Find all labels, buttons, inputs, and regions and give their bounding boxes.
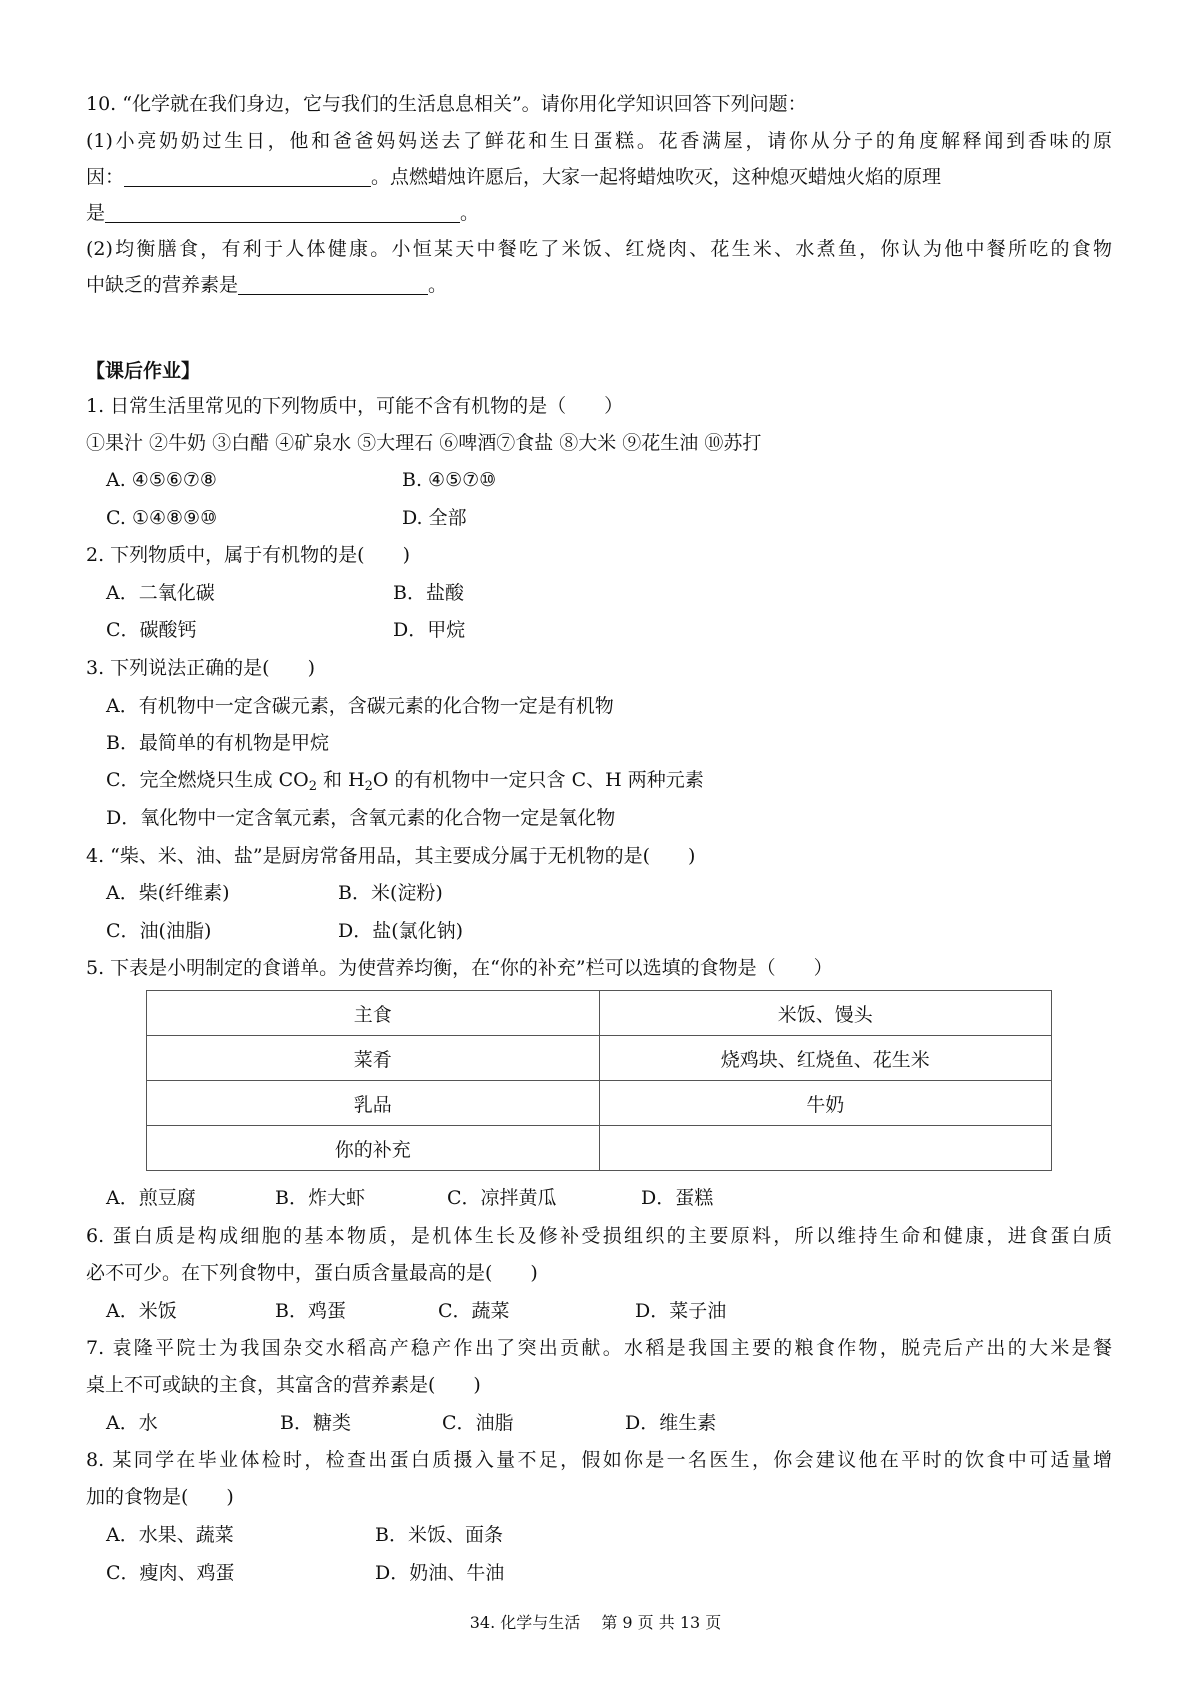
q8-stem-line2: 加的食物是( ) bbox=[86, 1486, 234, 1508]
q6-option-c[interactable]: C．蔬菜 bbox=[438, 1300, 510, 1322]
table-row bbox=[147, 991, 1052, 1036]
q2-option-b[interactable]: B．盐酸 bbox=[393, 582, 464, 604]
q5-option-c[interactable]: C．凉拌黄瓜 bbox=[447, 1187, 557, 1209]
q4-option-a[interactable]: A．柴(纤维素) bbox=[106, 882, 230, 904]
table-cell: 烧鸡块、红烧鱼、花生米 bbox=[599, 1036, 1052, 1081]
q5-option-b[interactable]: B．炸大虾 bbox=[275, 1187, 365, 1209]
q6-stem-line2: 必不可少。在下列食物中，蛋白质含量最高的是( ) bbox=[86, 1262, 538, 1284]
q7-option-b[interactable]: B．糖类 bbox=[280, 1412, 351, 1434]
table-cell: 乳品 bbox=[147, 1081, 600, 1126]
q3-option-d[interactable]: D．氧化物中一定含氧元素，含氧元素的化合物一定是氧化物 bbox=[106, 807, 616, 829]
table-cell: 你的补充 bbox=[147, 1126, 600, 1171]
q1-option-a[interactable]: A. ④⑤⑥⑦⑧ bbox=[106, 469, 217, 491]
q3-option-c-sub1: 2 bbox=[308, 779, 317, 794]
recipe-table bbox=[146, 990, 1052, 1171]
section-title: 【课后作业】 bbox=[86, 360, 201, 382]
q5-option-a[interactable]: A．煎豆腐 bbox=[106, 1187, 196, 1209]
table-cell: 米饭、馒头 bbox=[599, 991, 1052, 1036]
q2-option-d[interactable]: D．甲烷 bbox=[393, 619, 466, 641]
q8-stem-line1: 8. 某同学在毕业体检时，检查出蛋白质摄入量不足，假如你是一名医生，你会建议他在平时的饮食中可适量增 bbox=[86, 1449, 1112, 1471]
q4-option-b[interactable]: B．米(淀粉) bbox=[338, 882, 443, 904]
q6-option-d[interactable]: D．菜子油 bbox=[635, 1300, 727, 1322]
q10-part2-line2-tail: 。 bbox=[428, 274, 448, 296]
table-row bbox=[147, 1081, 1052, 1126]
q10-part1-line3-lead: 是 bbox=[86, 202, 106, 224]
q2-option-c[interactable]: C．碳酸钙 bbox=[106, 619, 197, 641]
q4-stem: 4. “柴、米、油、盐”是厨房常备用品，其主要成分属于无机物的是( ) bbox=[86, 845, 696, 867]
q10-part1-line1: (1)小亮奶奶过生日，他和爸爸妈妈送去了鲜花和生日蛋糕。花香满屋，请你从分子的角度解释闻到香味的原 bbox=[86, 130, 1112, 152]
table-cell-answer[interactable] bbox=[599, 1126, 1052, 1171]
q7-option-a[interactable]: A．水 bbox=[106, 1412, 158, 1434]
q6-option-a[interactable]: A．米饭 bbox=[106, 1300, 177, 1322]
page-footer: 34. 化学与生活 第 9 页 共 13 页 bbox=[469, 1613, 722, 1632]
q10-answer-blank-1[interactable] bbox=[124, 166, 371, 187]
table-row bbox=[147, 1126, 1052, 1171]
q1-option-c[interactable]: C. ①④⑧⑨⑩ bbox=[106, 507, 218, 529]
q3-option-c-sub2: 2 bbox=[364, 779, 373, 794]
q4-option-c[interactable]: C．油(油脂) bbox=[106, 920, 212, 942]
q2-stem: 2. 下列物质中，属于有机物的是( ) bbox=[86, 544, 410, 566]
q10-part2-line2-lead: 中缺乏的营养素是 bbox=[86, 274, 239, 296]
q5-stem: 5. 下表是小明制定的食谱单。为使营养均衡，在“你的补充”栏可以选填的食物是（ ） bbox=[86, 957, 833, 979]
q10-part1-line3 bbox=[86, 200, 479, 226]
q10-part1-line2-tail: 。点燃蜡烛许愿后，大家一起将蜡烛吹灭，这种熄灭蜡烛火焰的原理 bbox=[371, 166, 942, 188]
q10-part1-line3-tail: 。 bbox=[460, 202, 480, 224]
q10-part2-line1: (2)均衡膳食，有利于人体健康。小恒某天中餐吃了米饭、红烧肉、花生米、水煮鱼，你认为他中餐所吃的食物 bbox=[86, 238, 1112, 260]
q7-stem-line1: 7. 袁隆平院士为我国杂交水稻高产稳产作出了突出贡献。水稻是我国主要的粮食作物，脱壳后产出的大米是餐 bbox=[86, 1337, 1112, 1359]
table-cell: 菜肴 bbox=[147, 1036, 600, 1081]
q1-option-b[interactable]: B. ④⑤⑦⑩ bbox=[402, 469, 497, 491]
q10-answer-blank-3[interactable] bbox=[238, 274, 428, 295]
q3-option-c-part3: O 的有机物中一定只含 C、H 两种元素 bbox=[372, 769, 704, 791]
q4-option-d[interactable]: D．盐(氯化钠) bbox=[338, 920, 464, 942]
q7-option-c[interactable]: C．油脂 bbox=[442, 1412, 514, 1434]
q3-option-a[interactable]: A．有机物中一定含碳元素，含碳元素的化合物一定是有机物 bbox=[106, 695, 614, 717]
q1-stem: 1. 日常生活里常见的下列物质中，可能不含有机物的是（ ） bbox=[86, 395, 624, 417]
q1-option-d[interactable]: D. 全部 bbox=[402, 507, 467, 529]
table-row bbox=[147, 1036, 1052, 1081]
q10-answer-blank-2[interactable] bbox=[105, 202, 460, 223]
q2-option-a[interactable]: A．二氧化碳 bbox=[106, 582, 215, 604]
q10-stem: 10. “化学就在我们身边，它与我们的生活息息相关”。请你用化学知识回答下列问题： bbox=[86, 93, 807, 115]
table-cell: 主食 bbox=[147, 991, 600, 1036]
q10-part1-line2-lead: 因： bbox=[86, 166, 125, 188]
q8-option-a[interactable]: A．水果、蔬菜 bbox=[106, 1524, 234, 1546]
q7-option-d[interactable]: D．维生素 bbox=[625, 1412, 717, 1434]
q3-option-c-part2: 和 H bbox=[316, 769, 365, 791]
q1-items: ①果汁 ②牛奶 ③白醋 ④矿泉水 ⑤大理石 ⑥啤酒⑦食盐 ⑧大米 ⑨花生油 ⑩苏打 bbox=[86, 432, 762, 454]
table-cell: 牛奶 bbox=[599, 1081, 1052, 1126]
q3-option-c[interactable] bbox=[106, 767, 704, 793]
q8-option-c[interactable]: C．瘦肉、鸡蛋 bbox=[106, 1562, 235, 1584]
q6-option-b[interactable]: B．鸡蛋 bbox=[275, 1300, 346, 1322]
q8-option-b[interactable]: B．米饭、面条 bbox=[375, 1524, 503, 1546]
q6-stem-line1: 6. 蛋白质是构成细胞的基本物质，是机体生长及修补受损组织的主要原料，所以维持生命和健康，进食蛋白质 bbox=[86, 1225, 1112, 1247]
q10-part2-line2 bbox=[86, 272, 447, 298]
q8-option-d[interactable]: D．奶油、牛油 bbox=[375, 1562, 505, 1584]
q3-option-c-part1: C．完全燃烧只生成 CO bbox=[106, 769, 309, 791]
q5-option-d[interactable]: D．蛋糕 bbox=[641, 1187, 714, 1209]
q10-part1-line2 bbox=[86, 164, 941, 190]
q3-stem: 3. 下列说法正确的是( ) bbox=[86, 657, 315, 679]
q3-option-b[interactable]: B．最简单的有机物是甲烷 bbox=[106, 732, 329, 754]
q7-stem-line2: 桌上不可或缺的主食，其富含的营养素是( ) bbox=[86, 1374, 481, 1396]
